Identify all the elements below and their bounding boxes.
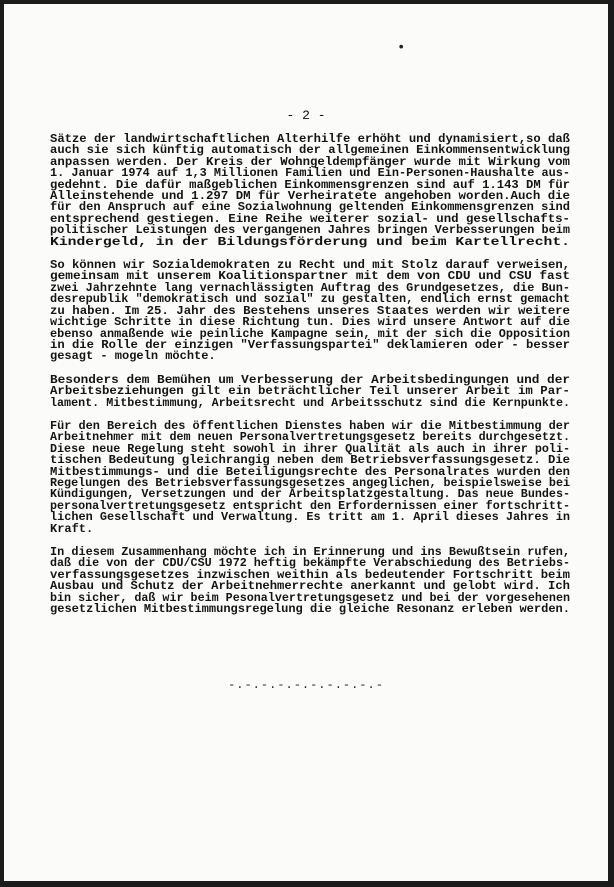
paragraph [50,418,570,536]
text-line: gedehnt. Die dafür maßgeblichen Einkommensgrenzen sind auf 1.143 DM für [50,177,570,192]
end-mark: -.-.-.-.-.-.-.-.-.- [228,678,384,692]
paragraph [50,547,570,615]
text-line: lament. Mitbestimmung, Arbeitsrecht und Arbeitsschutz sind die Kernpunkte. [50,395,570,410]
paragraph [50,260,570,363]
text-line: Arbeitsbeziehungen gilt ein beträchtlicher Teil unserer Arbeit im Par- [50,384,570,399]
text-line: tischen Bedeutung gleichrangig neben dem Betriebsverfassungsgesetz. Die [50,453,570,468]
text-line: In diesem Zusammenhang möchte ich in Erinnerung und ins Bewußtsein rufen, [50,545,570,559]
text-line: zu haben. Im 25. Jahr des Bestehens unseres Staates werden wir weitere [50,303,570,318]
text-line: gesetzlichen Mitbestimmungsregelung die gleiche Resonanz erleben werden. [50,602,570,617]
text-line: verfassungsgesetzes inzwischen weithin als bedeutender Fortschritt beim [50,567,570,582]
text-line: ebenso anmaßende wie peinliche Kampagne sein, mit der sich die Opposition [50,326,570,341]
text-line: desrepublik "demokratisch und sozial" zu gestalten, endlich ernst gemacht [50,292,570,307]
text-line: Kraft. [50,521,94,536]
text-line: 1. Januar 1974 auf 1,3 Millionen Familien und Ein-Personen-Haushalte aus- [50,166,570,181]
text-line: Ausbau und Schutz der Arbeitnehmerrechte anerkannt und gelobt wird. Ich [50,579,570,594]
text-line: gesagt - mogeln möchte. [50,349,216,364]
text-line: daß die von der CDU/CSU 1972 heftig bekämpfte Verabschiedung des Betriebs- [50,556,570,571]
text-line: anpassen werden. Der Kreis der Wohngeldempfänger wurde mit Wirkung vom [50,154,570,169]
text-line: Diese neue Regelung steht sowohl in ihrer Qualität als auch in ihrer poli- [50,441,570,456]
body-text [50,134,570,627]
text-line: wichtige Schritte in diese Richtung tun. Dies wird unsere Antwort auf die [50,315,570,330]
text-line: Für den Bereich des öffentlichen Dienstes haben wir die Mitbestimmung der [50,418,570,433]
text-line: gemeinsam mit unserem Koalitionspartner mit dem von CDU und CSU fast [50,269,570,284]
text-line: bin sicher, daß wir beim Pesonalvertretungsgesetz und bei der vorgesehenen [50,590,570,605]
document-page [4,4,608,881]
text-line: Kündigungen, Versetzungen und der Arbeitsplatzgestaltung. Das neue Bundes- [50,487,570,502]
text-line: personalvertretungsgesetz entspricht den Erfordernissen einer fortschritt- [50,498,570,513]
text-line: Regelungen des Betriebsverfassungsgesetzes angeglichen, beispielsweise bei [50,475,570,490]
text-line: Besonders dem Bemühen um Verbesserung der Arbeitsbedingungen und der [50,372,570,387]
text-line: zwei Jahrzehnte lang vernachlässigten Auftrag des Grundgesetzes, die Bun- [50,280,570,295]
text-line: politischer Leistungen des vergangenen Jahres bringen Verbesserungen beim [50,223,570,238]
text-line: Kindergeld, in der Bildungsförderung und beim Kartellrecht. [50,234,570,249]
text-line: Sätze der landwirtschaftlichen Alterhilfe erhöht und dynamisiert,so daß [50,132,570,146]
text-line: Arbeitnehmer mit dem neuen Personalvertretungsgesetz bereits durchgesetzt. [50,430,570,445]
text-line: entsprechend gestiegen. Eine Reihe weiterer sozial- und gesellschafts- [50,211,570,226]
text-line: Alleinstehende und 1.297 DM für Verheiratete angehoben worden.Auch die [50,189,570,204]
top-mark: • [397,40,407,56]
text-line: Mitbestimmungs- und die Beteiligungsrechte des Personalrates wurden den [50,464,570,479]
text-line: für den Anspruch auf eine Sozialwohnung geltenden Einkommensgrenzen sind [50,200,570,215]
text-line: in die Rolle der einzigen "Verfassungspartei" deklamieren oder - besser [50,337,570,352]
text-line: auch sie sich künftig automatisch der allgemeinen Einkommensentwicklung [50,143,570,158]
text-line: So können wir Sozialdemokraten zu Recht und mit Stolz darauf verweisen, [50,258,570,273]
paragraph [50,372,570,410]
page-number: - 2 - [286,108,326,123]
text-line: lichen Gesellschaft und Verwaltung. Es tritt am 1. April dieses Jahres in [50,510,570,525]
paragraph [50,134,570,248]
